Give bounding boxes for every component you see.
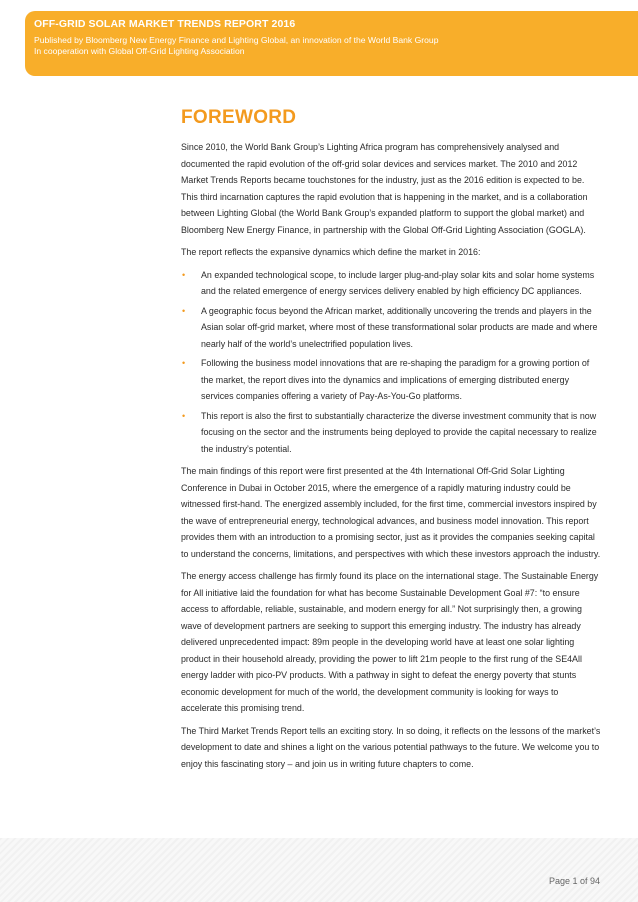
paragraph-energy-access: The energy access challenge has firmly found its place on the international stage. The Sustainable Energy for All initiative laid the foundation for what has become Sustainable Development Goal #7: “to ensure access to affordable, reliable, sustainable, and modern energy for all.” Not surprisingly then, a growing wave of development partners are seeking to support this emerging industry. The industry has already delivered unprecedented impact: 89m people in the developing world have at least one solar lighting product in their household already, providing the power to lift 21m people to the first rung of the SE4All energy ladder with pico-PV products. With a pathway in sight to defeat the energy poverty that stunts economic development for much of the world, the development community is looking for ways to accelerate this promising trend.	[181, 571, 599, 713]
report-title: OFF-GRID SOLAR MARKET TRENDS REPORT 2016	[34, 18, 296, 30]
paragraph-dynamics-lead: The report reflects the expansive dynamics which define the market in 2016:	[181, 247, 481, 257]
bullet-icon: •	[182, 269, 186, 280]
dynamics-list	[181, 267, 601, 458]
list-item-text: Following the business model innovations that are re-shaping the paradigm for a growing portion of the market, the report dives into the dynamics and implications of emerging distributed energy services companies offering a variety of Pay-As-You-Go platforms.	[201, 358, 590, 401]
footer-band	[0, 838, 638, 902]
paragraph-closing: The Third Market Trends Report tells an exciting story. In so doing, it reflects on the lessons of the market’s development to date and shines a light on the various potential pathways to the future. We welcome you to enjoy this fascinating story – and join us in writing future chapters to come.	[181, 725, 601, 769]
list-item-text: This report is also the first to substantially characterize the diverse investment community that is now focusing on the sector and the instruments being deployed to provide the capital necessary to realize the industry’s potential.	[201, 410, 597, 454]
list-item	[181, 408, 601, 458]
list-item-text: A geographic focus beyond the African market, additionally uncovering the trends and players in the Asian solar off-grid market, where most of these transformational solar products are made and where nearly half of the world’s unelectrified population lives.	[201, 305, 598, 349]
list-item	[181, 267, 601, 300]
bullet-icon: •	[182, 305, 186, 316]
list-item	[181, 303, 601, 353]
list-item-text: An expanded technological scope, to include larger plug-and-play solar kits and solar home systems and the related emergence of energy services delivery enabled by high efficiency DC appliances.	[201, 269, 595, 296]
cooperation-line: In cooperation with Global Off-Grid Lighting Association	[34, 46, 245, 56]
bullet-icon: •	[182, 410, 186, 421]
publisher-line: Published by Bloomberg New Energy Finance and Lighting Global, an innovation of the World Bank Group	[34, 35, 439, 45]
paragraph-intro: Since 2010, the World Bank Group’s Lighting Africa program has comprehensively analysed and documented the rapid evolution of the off-grid solar devices and services market. The 2010 and 2012 Market Trends Reports became touchstones for the industry, just as the 2016 edition is expected to be. This third incarnation captures the rapid evolution that is happening in the market, and is a collaboration between Lighting Global (the World Bank Group’s expanded platform to support the global market) and Bloomberg New Energy Finance, in partnership with the Global Off-Grid Lighting Association (GOGLA).	[181, 142, 588, 235]
page-heading: FOREWORD	[181, 107, 297, 128]
page-number: Page 1 of 94	[548, 876, 600, 886]
bullet-icon: •	[182, 358, 186, 368]
paragraph-findings: The main findings of this report were first presented at the 4th International Off-Grid Solar Lighting Conference in Dubai in October 2015, where the emergence of a rapidly maturing industry could be witnessed first-hand. The energized assembly included, for the first time, commercial investors inspired by the wave of entrepreneurial energy, technological advances, and business model innovation. This report provides them with an introduction to a promising sector, just as it provides the companies seeking capital to understand the concerns, limitations, and perspectives with which these investors approach the industry.	[181, 466, 601, 559]
foreword-content	[181, 106, 601, 778]
list-item	[181, 355, 601, 405]
report-header-banner	[25, 11, 638, 76]
